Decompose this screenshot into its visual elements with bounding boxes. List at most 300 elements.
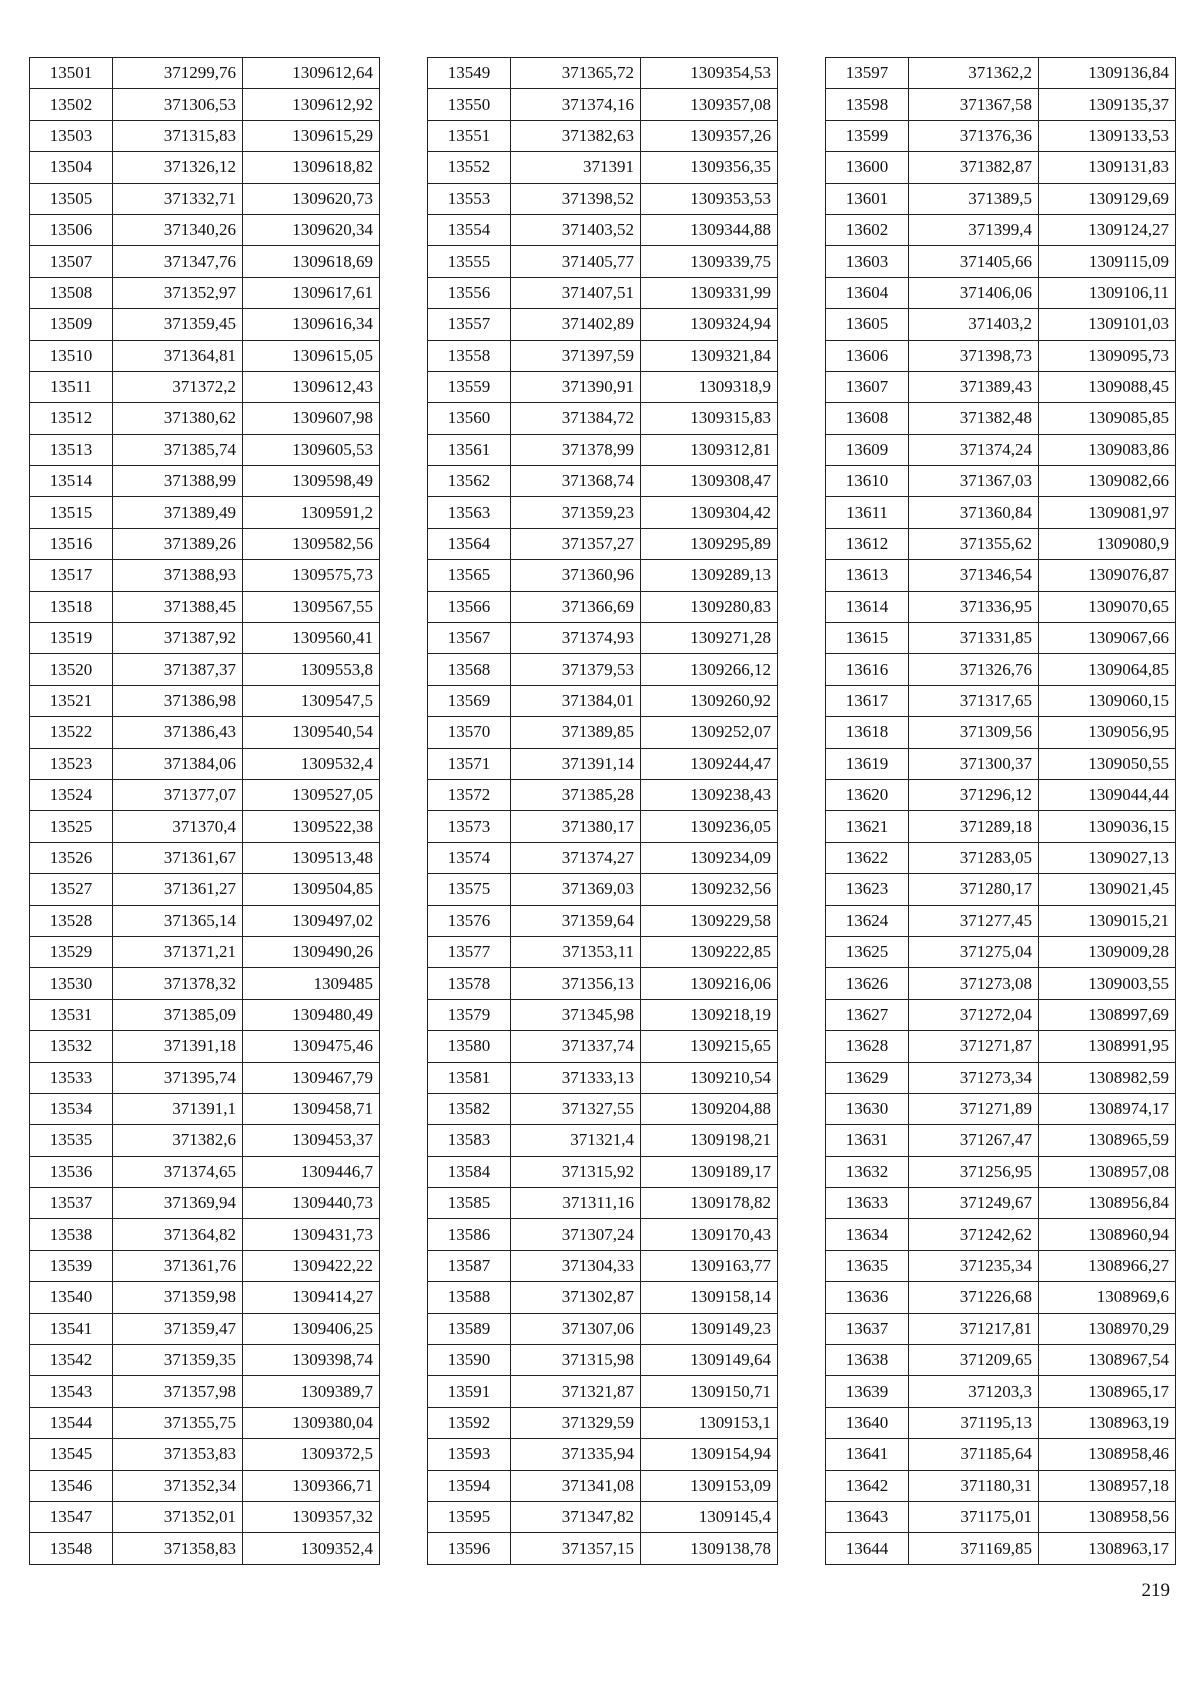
x-coordinate-cell: 371389,43 [909, 371, 1039, 402]
y-coordinate-cell: 1309308,47 [641, 466, 778, 497]
table-row [30, 1125, 380, 1156]
table-row [826, 1031, 1176, 1062]
point-number-cell: 13633 [826, 1188, 909, 1219]
x-coordinate-cell: 371398,73 [909, 340, 1039, 371]
y-coordinate-cell: 1309149,23 [641, 1313, 778, 1344]
x-coordinate-cell: 371366,69 [511, 591, 641, 622]
x-coordinate-cell: 371356,13 [511, 968, 641, 999]
y-coordinate-cell: 1309522,38 [243, 811, 380, 842]
table-row [826, 528, 1176, 559]
y-coordinate-cell: 1308965,59 [1039, 1125, 1176, 1156]
x-coordinate-cell: 371372,2 [113, 371, 243, 402]
point-number-cell: 13560 [428, 403, 511, 434]
table-row [428, 1501, 778, 1532]
table-row [30, 1250, 380, 1281]
point-number-cell: 13574 [428, 842, 511, 873]
point-number-cell: 13604 [826, 277, 909, 308]
table-row [428, 1062, 778, 1093]
x-coordinate-cell: 371397,59 [511, 340, 641, 371]
point-number-cell: 13610 [826, 466, 909, 497]
point-number-cell: 13629 [826, 1062, 909, 1093]
point-number-cell: 13503 [30, 120, 113, 151]
x-coordinate-cell: 371304,33 [511, 1250, 641, 1281]
table-row [428, 1093, 778, 1124]
y-coordinate-cell: 1309280,83 [641, 591, 778, 622]
table-row [826, 1125, 1176, 1156]
y-coordinate-cell: 1309064,85 [1039, 654, 1176, 685]
y-coordinate-cell: 1309617,61 [243, 277, 380, 308]
point-number-cell: 13511 [30, 371, 113, 402]
point-number-cell: 13635 [826, 1250, 909, 1281]
coordinate-table-3 [825, 57, 1176, 1565]
y-coordinate-cell: 1309238,43 [641, 779, 778, 810]
x-coordinate-cell: 371302,87 [511, 1282, 641, 1313]
point-number-cell: 13528 [30, 905, 113, 936]
point-number-cell: 13637 [826, 1313, 909, 1344]
y-coordinate-cell: 1309446,7 [243, 1156, 380, 1187]
table-row [826, 403, 1176, 434]
table-row [826, 497, 1176, 528]
x-coordinate-cell: 371391,18 [113, 1031, 243, 1062]
point-number-cell: 13567 [428, 623, 511, 654]
y-coordinate-cell: 1309232,56 [641, 874, 778, 905]
y-coordinate-cell: 1309136,84 [1039, 58, 1176, 89]
x-coordinate-cell: 371329,59 [511, 1407, 641, 1438]
point-number-cell: 13634 [826, 1219, 909, 1250]
x-coordinate-cell: 371359,64 [511, 905, 641, 936]
point-number-cell: 13628 [826, 1031, 909, 1062]
point-number-cell: 13562 [428, 466, 511, 497]
table-row [428, 1125, 778, 1156]
x-coordinate-cell: 371326,76 [909, 654, 1039, 685]
x-coordinate-cell: 371256,95 [909, 1156, 1039, 1187]
table-row [30, 811, 380, 842]
x-coordinate-cell: 371395,74 [113, 1062, 243, 1093]
y-coordinate-cell: 1308958,56 [1039, 1501, 1176, 1532]
x-coordinate-cell: 371378,99 [511, 434, 641, 465]
x-coordinate-cell: 371369,94 [113, 1188, 243, 1219]
point-number-cell: 13575 [428, 874, 511, 905]
table-row [428, 214, 778, 245]
x-coordinate-cell: 371374,24 [909, 434, 1039, 465]
table-row [30, 1188, 380, 1219]
y-coordinate-cell: 1309271,28 [641, 623, 778, 654]
table-row [30, 968, 380, 999]
y-coordinate-cell: 1309620,34 [243, 214, 380, 245]
y-coordinate-cell: 1309138,78 [641, 1533, 778, 1564]
x-coordinate-cell: 371364,81 [113, 340, 243, 371]
table-row [826, 1439, 1176, 1470]
y-coordinate-cell: 1309357,08 [641, 89, 778, 120]
y-coordinate-cell: 1309618,69 [243, 246, 380, 277]
table-row [428, 277, 778, 308]
table-row [30, 779, 380, 810]
table-row [30, 654, 380, 685]
table-row [30, 1219, 380, 1250]
point-number-cell: 13537 [30, 1188, 113, 1219]
table-row [30, 685, 380, 716]
table-row [428, 1376, 778, 1407]
x-coordinate-cell: 371341,08 [511, 1470, 641, 1501]
x-coordinate-cell: 371347,82 [511, 1501, 641, 1532]
table-row [30, 1031, 380, 1062]
y-coordinate-cell: 1308991,95 [1039, 1031, 1176, 1062]
x-coordinate-cell: 371346,54 [909, 560, 1039, 591]
table-row [428, 1188, 778, 1219]
x-coordinate-cell: 371389,5 [909, 183, 1039, 214]
x-coordinate-cell: 371389,49 [113, 497, 243, 528]
y-coordinate-cell: 1309612,43 [243, 371, 380, 402]
y-coordinate-cell: 1309406,25 [243, 1313, 380, 1344]
y-coordinate-cell: 1309615,29 [243, 120, 380, 151]
table-row [30, 591, 380, 622]
table-row [428, 1470, 778, 1501]
point-number-cell: 13565 [428, 560, 511, 591]
point-number-cell: 13581 [428, 1062, 511, 1093]
table-row [826, 214, 1176, 245]
x-coordinate-cell: 371315,92 [511, 1156, 641, 1187]
x-coordinate-cell: 371359,35 [113, 1345, 243, 1376]
table-row [30, 120, 380, 151]
x-coordinate-cell: 371271,87 [909, 1031, 1039, 1062]
y-coordinate-cell: 1309222,85 [641, 936, 778, 967]
table-row [428, 497, 778, 528]
point-number-cell: 13563 [428, 497, 511, 528]
y-coordinate-cell: 1309252,07 [641, 717, 778, 748]
x-coordinate-cell: 371275,04 [909, 936, 1039, 967]
table-row [30, 1407, 380, 1438]
point-number-cell: 13551 [428, 120, 511, 151]
table-row [30, 1470, 380, 1501]
y-coordinate-cell: 1309044,44 [1039, 779, 1176, 810]
y-coordinate-cell: 1309616,34 [243, 309, 380, 340]
y-coordinate-cell: 1309490,26 [243, 936, 380, 967]
x-coordinate-cell: 371388,99 [113, 466, 243, 497]
table-row [428, 1282, 778, 1313]
y-coordinate-cell: 1309497,02 [243, 905, 380, 936]
point-number-cell: 13523 [30, 748, 113, 779]
y-coordinate-cell: 1309366,71 [243, 1470, 380, 1501]
y-coordinate-cell: 1309009,28 [1039, 936, 1176, 967]
point-number-cell: 13582 [428, 1093, 511, 1124]
point-number-cell: 13521 [30, 685, 113, 716]
table-row [30, 748, 380, 779]
y-coordinate-cell: 1309353,53 [641, 183, 778, 214]
table-row [428, 748, 778, 779]
table-row [30, 1282, 380, 1313]
y-coordinate-cell: 1308974,17 [1039, 1093, 1176, 1124]
point-number-cell: 13640 [826, 1407, 909, 1438]
y-coordinate-cell: 1309082,66 [1039, 466, 1176, 497]
x-coordinate-cell: 371361,67 [113, 842, 243, 873]
table-row [826, 905, 1176, 936]
point-number-cell: 13615 [826, 623, 909, 654]
point-number-cell: 13543 [30, 1376, 113, 1407]
x-coordinate-cell: 371391 [511, 152, 641, 183]
table-row [428, 309, 778, 340]
x-coordinate-cell: 371307,06 [511, 1313, 641, 1344]
x-coordinate-cell: 371374,16 [511, 89, 641, 120]
table-row [30, 371, 380, 402]
x-coordinate-cell: 371391,14 [511, 748, 641, 779]
x-coordinate-cell: 371361,76 [113, 1250, 243, 1281]
x-coordinate-cell: 371175,01 [909, 1501, 1039, 1532]
x-coordinate-cell: 371369,03 [511, 874, 641, 905]
x-coordinate-cell: 371203,3 [909, 1376, 1039, 1407]
y-coordinate-cell: 1309513,48 [243, 842, 380, 873]
x-coordinate-cell: 371367,03 [909, 466, 1039, 497]
table-row [30, 277, 380, 308]
point-number-cell: 13542 [30, 1345, 113, 1376]
table-row [428, 528, 778, 559]
page-number: 219 [1141, 1580, 1170, 1601]
table-row [428, 371, 778, 402]
x-coordinate-cell: 371195,13 [909, 1407, 1039, 1438]
table-row [428, 120, 778, 151]
point-number-cell: 13564 [428, 528, 511, 559]
y-coordinate-cell: 1309318,9 [641, 371, 778, 402]
y-coordinate-cell: 1309620,73 [243, 183, 380, 214]
table-row [30, 1501, 380, 1532]
point-number-cell: 13622 [826, 842, 909, 873]
y-coordinate-cell: 1309372,5 [243, 1439, 380, 1470]
y-coordinate-cell: 1309560,41 [243, 623, 380, 654]
x-coordinate-cell: 371377,07 [113, 779, 243, 810]
table-row [30, 466, 380, 497]
y-coordinate-cell: 1309598,49 [243, 466, 380, 497]
x-coordinate-cell: 371357,15 [511, 1533, 641, 1564]
point-number-cell: 13518 [30, 591, 113, 622]
point-number-cell: 13545 [30, 1439, 113, 1470]
x-coordinate-cell: 371385,09 [113, 999, 243, 1030]
x-coordinate-cell: 371387,37 [113, 654, 243, 685]
x-coordinate-cell: 371359,47 [113, 1313, 243, 1344]
table-row [30, 1533, 380, 1564]
table-row [826, 58, 1176, 89]
table-row [30, 936, 380, 967]
y-coordinate-cell: 1309547,5 [243, 685, 380, 716]
point-number-cell: 13586 [428, 1219, 511, 1250]
y-coordinate-cell: 1309198,21 [641, 1125, 778, 1156]
y-coordinate-cell: 1309003,55 [1039, 968, 1176, 999]
point-number-cell: 13643 [826, 1501, 909, 1532]
point-number-cell: 13609 [826, 434, 909, 465]
x-coordinate-cell: 371368,74 [511, 466, 641, 497]
table-row [826, 277, 1176, 308]
point-number-cell: 13516 [30, 528, 113, 559]
x-coordinate-cell: 371353,83 [113, 1439, 243, 1470]
y-coordinate-cell: 1309260,92 [641, 685, 778, 716]
point-number-cell: 13630 [826, 1093, 909, 1124]
point-number-cell: 13538 [30, 1219, 113, 1250]
y-coordinate-cell: 1309229,58 [641, 905, 778, 936]
table-row [30, 1093, 380, 1124]
point-number-cell: 13569 [428, 685, 511, 716]
x-coordinate-cell: 371355,62 [909, 528, 1039, 559]
table-row [428, 1250, 778, 1281]
point-number-cell: 13502 [30, 89, 113, 120]
point-number-cell: 13605 [826, 309, 909, 340]
point-number-cell: 13627 [826, 999, 909, 1030]
point-number-cell: 13527 [30, 874, 113, 905]
y-coordinate-cell: 1309150,71 [641, 1376, 778, 1407]
x-coordinate-cell: 371382,63 [511, 120, 641, 151]
table-row [826, 968, 1176, 999]
table-row [826, 717, 1176, 748]
point-number-cell: 13514 [30, 466, 113, 497]
table-row [826, 120, 1176, 151]
y-coordinate-cell: 1309453,37 [243, 1125, 380, 1156]
point-number-cell: 13507 [30, 246, 113, 277]
point-number-cell: 13589 [428, 1313, 511, 1344]
y-coordinate-cell: 1309154,94 [641, 1439, 778, 1470]
point-number-cell: 13577 [428, 936, 511, 967]
table-row [30, 1376, 380, 1407]
point-number-cell: 13546 [30, 1470, 113, 1501]
y-coordinate-cell: 1309354,53 [641, 58, 778, 89]
point-number-cell: 13603 [826, 246, 909, 277]
table-row [30, 623, 380, 654]
point-number-cell: 13550 [428, 89, 511, 120]
y-coordinate-cell: 1309236,05 [641, 811, 778, 842]
table-row [30, 246, 380, 277]
x-coordinate-cell: 371311,16 [511, 1188, 641, 1219]
x-coordinate-cell: 371389,26 [113, 528, 243, 559]
point-number-cell: 13566 [428, 591, 511, 622]
point-number-cell: 13506 [30, 214, 113, 245]
x-coordinate-cell: 371387,92 [113, 623, 243, 654]
point-number-cell: 13624 [826, 905, 909, 936]
y-coordinate-cell: 1309216,06 [641, 968, 778, 999]
point-number-cell: 13618 [826, 717, 909, 748]
point-number-cell: 13541 [30, 1313, 113, 1344]
table-row [30, 999, 380, 1030]
point-number-cell: 13558 [428, 340, 511, 371]
x-coordinate-cell: 371384,72 [511, 403, 641, 434]
point-number-cell: 13631 [826, 1125, 909, 1156]
y-coordinate-cell: 1309389,7 [243, 1376, 380, 1407]
y-coordinate-cell: 1309567,55 [243, 591, 380, 622]
point-number-cell: 13591 [428, 1376, 511, 1407]
point-number-cell: 13535 [30, 1125, 113, 1156]
point-number-cell: 13613 [826, 560, 909, 591]
point-number-cell: 13556 [428, 277, 511, 308]
x-coordinate-cell: 371380,17 [511, 811, 641, 842]
y-coordinate-cell: 1309085,85 [1039, 403, 1176, 434]
y-coordinate-cell: 1309083,86 [1039, 434, 1176, 465]
point-number-cell: 13584 [428, 1156, 511, 1187]
x-coordinate-cell: 371358,83 [113, 1533, 243, 1564]
y-coordinate-cell: 1309095,73 [1039, 340, 1176, 371]
point-number-cell: 13529 [30, 936, 113, 967]
point-number-cell: 13555 [428, 246, 511, 277]
x-coordinate-cell: 371300,37 [909, 748, 1039, 779]
point-number-cell: 13644 [826, 1533, 909, 1564]
table-row [826, 1093, 1176, 1124]
point-number-cell: 13602 [826, 214, 909, 245]
point-number-cell: 13583 [428, 1125, 511, 1156]
y-coordinate-cell: 1309170,43 [641, 1219, 778, 1250]
point-number-cell: 13505 [30, 183, 113, 214]
table-row [428, 183, 778, 214]
y-coordinate-cell: 1309149,64 [641, 1345, 778, 1376]
x-coordinate-cell: 371217,81 [909, 1313, 1039, 1344]
x-coordinate-cell: 371331,85 [909, 623, 1039, 654]
y-coordinate-cell: 1308969,6 [1039, 1282, 1176, 1313]
table-row [428, 842, 778, 873]
point-number-cell: 13576 [428, 905, 511, 936]
point-number-cell: 13611 [826, 497, 909, 528]
point-number-cell: 13617 [826, 685, 909, 716]
x-coordinate-cell: 371360,84 [909, 497, 1039, 528]
y-coordinate-cell: 1309324,94 [641, 309, 778, 340]
y-coordinate-cell: 1309344,88 [641, 214, 778, 245]
x-coordinate-cell: 371352,34 [113, 1470, 243, 1501]
x-coordinate-cell: 371403,2 [909, 309, 1039, 340]
y-coordinate-cell: 1309135,37 [1039, 89, 1176, 120]
table-row [30, 1156, 380, 1187]
table-row [826, 874, 1176, 905]
table-row [30, 1313, 380, 1344]
x-coordinate-cell: 371357,27 [511, 528, 641, 559]
point-number-cell: 13557 [428, 309, 511, 340]
point-number-cell: 13626 [826, 968, 909, 999]
y-coordinate-cell: 1309605,53 [243, 434, 380, 465]
point-number-cell: 13509 [30, 309, 113, 340]
table-row [30, 560, 380, 591]
table-row [428, 1156, 778, 1187]
table-row [826, 623, 1176, 654]
x-coordinate-cell: 371321,87 [511, 1376, 641, 1407]
y-coordinate-cell: 1309618,82 [243, 152, 380, 183]
y-coordinate-cell: 1309380,04 [243, 1407, 380, 1438]
point-number-cell: 13515 [30, 497, 113, 528]
y-coordinate-cell: 1309339,75 [641, 246, 778, 277]
y-coordinate-cell: 1308982,59 [1039, 1062, 1176, 1093]
point-number-cell: 13525 [30, 811, 113, 842]
y-coordinate-cell: 1309527,05 [243, 779, 380, 810]
y-coordinate-cell: 1309532,4 [243, 748, 380, 779]
y-coordinate-cell: 1309591,2 [243, 497, 380, 528]
point-number-cell: 13599 [826, 120, 909, 151]
y-coordinate-cell: 1308957,08 [1039, 1156, 1176, 1187]
x-coordinate-cell: 371306,53 [113, 89, 243, 120]
x-coordinate-cell: 371398,52 [511, 183, 641, 214]
x-coordinate-cell: 371267,47 [909, 1125, 1039, 1156]
x-coordinate-cell: 371321,4 [511, 1125, 641, 1156]
table-row [428, 1219, 778, 1250]
table-row [428, 623, 778, 654]
point-number-cell: 13596 [428, 1533, 511, 1564]
x-coordinate-cell: 371359,98 [113, 1282, 243, 1313]
y-coordinate-cell: 1309178,82 [641, 1188, 778, 1219]
x-coordinate-cell: 371353,11 [511, 936, 641, 967]
x-coordinate-cell: 371407,51 [511, 277, 641, 308]
y-coordinate-cell: 1309295,89 [641, 528, 778, 559]
point-number-cell: 13522 [30, 717, 113, 748]
point-number-cell: 13620 [826, 779, 909, 810]
table-row [826, 246, 1176, 277]
point-number-cell: 13552 [428, 152, 511, 183]
y-coordinate-cell: 1309210,54 [641, 1062, 778, 1093]
point-number-cell: 13587 [428, 1250, 511, 1281]
y-coordinate-cell: 1309027,13 [1039, 842, 1176, 873]
x-coordinate-cell: 371352,01 [113, 1501, 243, 1532]
table-row [30, 717, 380, 748]
x-coordinate-cell: 371405,77 [511, 246, 641, 277]
x-coordinate-cell: 371364,82 [113, 1219, 243, 1250]
table-row [30, 1062, 380, 1093]
